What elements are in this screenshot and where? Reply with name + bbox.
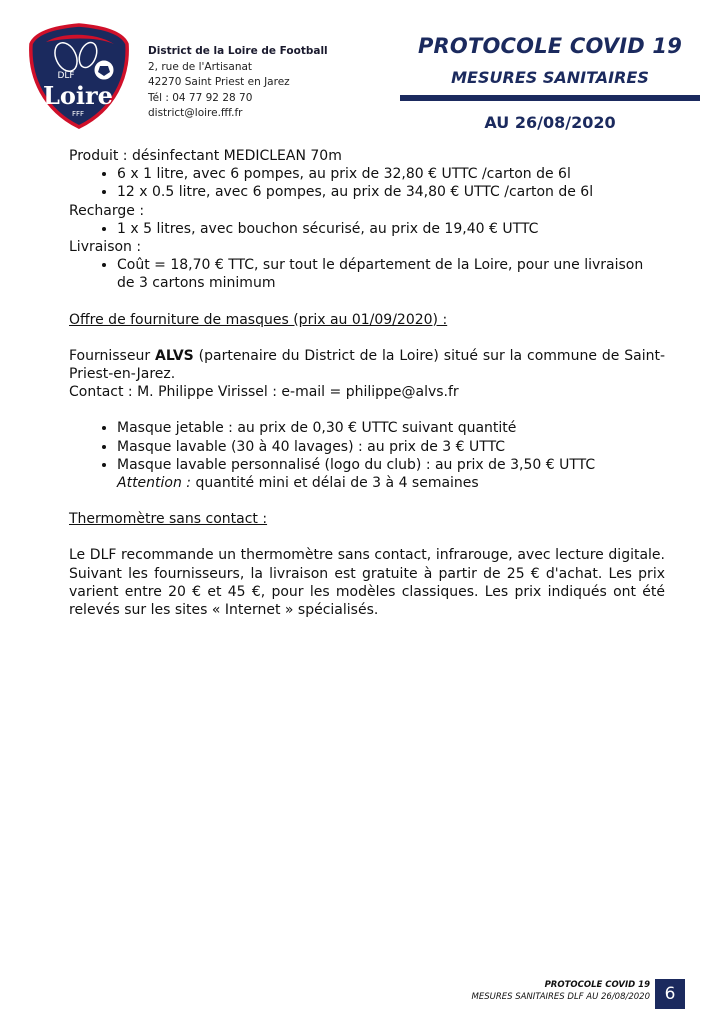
footer-subtitle: MESURES SANITAIRES DLF AU 26/08/2020 xyxy=(471,992,650,1002)
org-phone: Tél : 04 77 92 28 70 xyxy=(148,91,253,104)
product-item: • 6 x 1 litre, avec 6 pompes, au prix de 32,80 € UTTC /carton de 6l xyxy=(117,165,665,183)
attention-text: quantité mini et délai de 3 à 4 semaines xyxy=(191,475,479,492)
title-block xyxy=(400,28,700,132)
product-item: • 12 x 0.5 litre, avec 6 pompes, au prix de 34,80 € UTTC /carton de 6l xyxy=(117,183,665,201)
org-email: district@loire.fff.fr xyxy=(148,107,243,119)
masks-supplier xyxy=(69,347,665,383)
org-address-line2: 42270 Saint Priest en Jarez xyxy=(148,76,290,88)
thermometer-text: Le DLF recommande un thermomètre sans contact, infrarouge, avec lecture digitale. Suivant les fournisseurs, la livraison est gratuite à partir de 25 € d'achat. Les prix varient entre 20 € et 45 €, pour les modèles classiques. Les prix indiqués ont été relevés sur les sites « Internet » spécialisés. xyxy=(69,547,665,619)
refill-list xyxy=(69,220,665,238)
document-title: PROTOCOLE COVID 19 xyxy=(417,34,683,58)
mask-item: • Masque jetable : au prix de 0,30 € UTTC suivant quantité xyxy=(117,419,665,437)
refill-item: • 1 x 5 litres, avec bouchon sécurisé, au prix de 19,40 € UTTC xyxy=(117,220,665,238)
delivery-label: Livraison : xyxy=(69,239,142,256)
dlf-loire-logo-icon xyxy=(26,22,132,130)
mask-item: • Masque lavable (30 à 40 lavages) : au prix de 3 € UTTC xyxy=(117,438,665,456)
page-number: 6 xyxy=(655,979,685,1009)
masks-contact: Contact : M. Philippe Virissel : e-mail = philippe@alvs.fr xyxy=(69,384,459,401)
masks-heading: Offre de fourniture de masques (prix au 01/09/2020) : xyxy=(69,311,448,328)
delivery-list xyxy=(69,256,665,292)
product-list xyxy=(69,165,665,201)
attention-label: Attention : xyxy=(117,475,192,492)
document-subtitle: MESURES SANITAIRES xyxy=(451,68,649,87)
org-address-line1: 2, rue de l'Artisanat xyxy=(148,60,253,73)
delivery-item: • Coût = 18,70 € TTC, sur tout le département de la Loire, pour une livraison de 3 cartons minimum xyxy=(117,256,665,292)
document-date: AU 26/08/2020 xyxy=(484,113,616,132)
logo-fff-text: FFF xyxy=(71,110,85,118)
thermometer-heading: Thermomètre sans contact : xyxy=(69,511,268,528)
organisation-address xyxy=(148,44,328,122)
page-footer xyxy=(472,979,650,1003)
page-content xyxy=(69,147,665,619)
supplier-prefix: Fournisseur xyxy=(69,347,155,364)
logo-dlf-text: DLF xyxy=(57,71,75,81)
title-divider-bar xyxy=(400,95,700,101)
mask-item xyxy=(117,456,665,492)
refill-label: Recharge : xyxy=(69,202,145,219)
supplier-name: ALVS xyxy=(155,347,194,364)
logo-loire-text: Loire xyxy=(43,81,113,110)
supplier-suffix: (partenaire du District de la Loire) situé sur la commune de Saint-Priest-en-Jarez. xyxy=(69,347,665,383)
footer-title: PROTOCOLE COVID 19 xyxy=(544,980,650,990)
org-name: District de la Loire de Football xyxy=(148,45,328,57)
masks-list xyxy=(69,419,665,492)
mask-item-text: Masque lavable personnalisé (logo du club) : au prix de 3,50 € UTTC xyxy=(117,456,596,473)
product-intro: Produit : désinfectant MEDICLEAN 70m xyxy=(69,148,342,164)
